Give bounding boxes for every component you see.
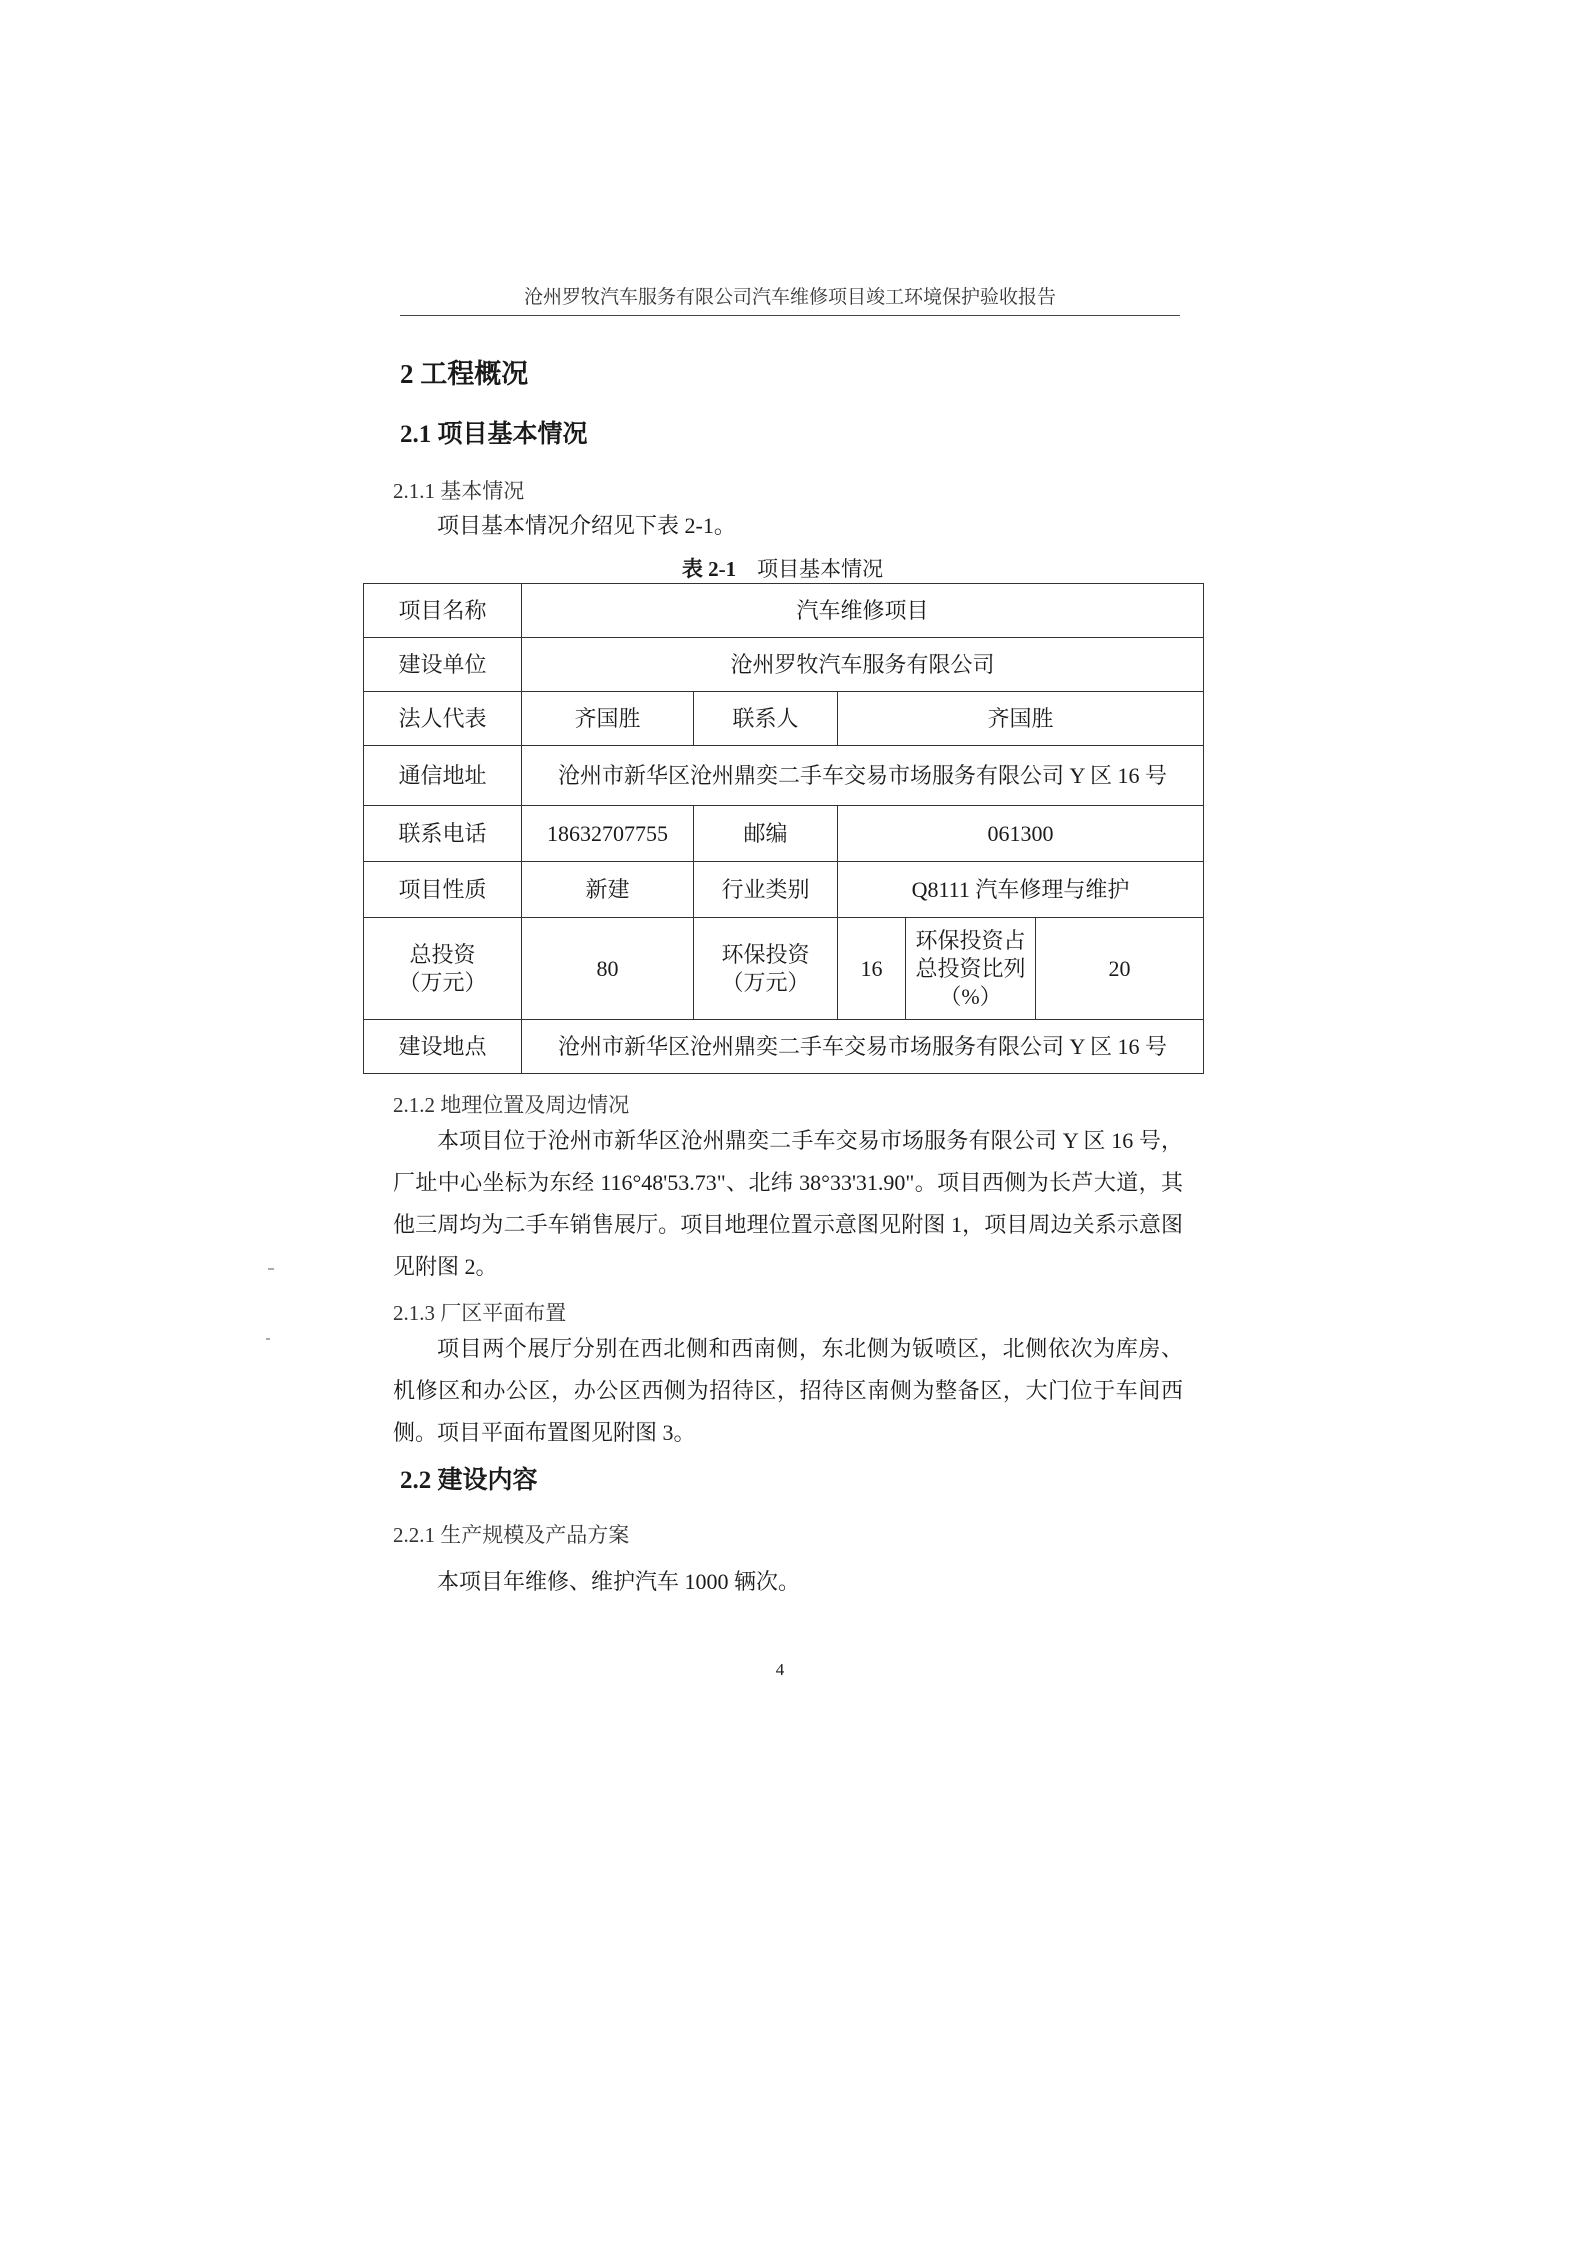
table-cell-label xyxy=(364,918,522,1020)
table-row xyxy=(364,1020,1204,1074)
table-cell-label: 建设地点 xyxy=(364,1020,522,1074)
table-cell-value: 沧州市新华区沧州鼎奕二手车交易市场服务有限公司 Y 区 16 号 xyxy=(522,1020,1204,1074)
scan-speck xyxy=(268,1268,274,1270)
subsubsection-heading-2-1-1: 2.1.1 基本情况 xyxy=(393,479,525,503)
table-cell-label: 建设单位 xyxy=(364,638,522,692)
table-row xyxy=(364,638,1204,692)
table-row xyxy=(364,862,1204,918)
table-cell-value: 齐国胜 xyxy=(522,692,694,746)
label-line: （万元） xyxy=(398,969,487,995)
label-line: （万元） xyxy=(721,969,810,995)
table-cell-value: 新建 xyxy=(522,862,694,918)
table-cell-value: 沧州罗牧汽车服务有限公司 xyxy=(522,638,1204,692)
table-cell-value: 汽车维修项目 xyxy=(522,584,1204,638)
table-cell-label: 行业类别 xyxy=(694,862,838,918)
table-cell-label: 项目性质 xyxy=(364,862,522,918)
table-caption-number: 表 2-1 xyxy=(681,557,737,581)
page-number: 4 xyxy=(775,1660,785,1679)
subsection-heading-2-2: 2.2 建设内容 xyxy=(400,1467,538,1494)
table-cell-value: 沧州市新华区沧州鼎奕二手车交易市场服务有限公司 Y 区 16 号 xyxy=(522,746,1204,806)
running-header: 沧州罗牧汽车服务有限公司汽车维修项目竣工环境保护验收报告 xyxy=(400,282,1180,316)
table-cell-value: 061300 xyxy=(838,806,1204,862)
table-cell-value: 20 xyxy=(1036,918,1204,1020)
section-heading: 2 工程概况 xyxy=(400,359,529,389)
table-cell-label: 项目名称 xyxy=(364,584,522,638)
table-row xyxy=(364,746,1204,806)
table-cell-label: 联系人 xyxy=(694,692,838,746)
subsubsection-heading-2-2-1: 2.2.1 生产规模及产品方案 xyxy=(393,1523,630,1547)
table-row xyxy=(364,584,1204,638)
paragraph-2-1-1: 项目基本情况介绍见下表 2-1。 xyxy=(437,513,736,538)
label-line: 总投资比列 xyxy=(915,955,1026,981)
table-row xyxy=(364,918,1204,1020)
table-row xyxy=(364,806,1204,862)
table-cell-value: 18632707755 xyxy=(522,806,694,862)
table-cell-label: 法人代表 xyxy=(364,692,522,746)
scan-speck xyxy=(266,1338,270,1340)
paragraph-2-1-2: 本项目位于沧州市新华区沧州鼎奕二手车交易市场服务有限公司 Y 区 16 号，厂址中心坐标为东经 116°48'53.73"、北纬 38°33'31.90"。项目西侧为长芦大道，其他三周均为二手车销售展厅。项目地理位置示意图见附图 1，项目周边关系示意图见附图 2。 xyxy=(393,1128,1183,1279)
table-cell-value: 齐国胜 xyxy=(838,692,1204,746)
table-cell-label: 联系电话 xyxy=(364,806,522,862)
table-cell-label xyxy=(906,918,1036,1020)
subsection-heading-2-1: 2.1 项目基本情况 xyxy=(400,421,588,448)
paragraph-2-2-1: 本项目年维修、维护汽车 1000 辆次。 xyxy=(437,1569,801,1594)
table-cell-value: 16 xyxy=(838,918,906,1020)
subsubsection-heading-2-1-2: 2.1.2 地理位置及周边情况 xyxy=(393,1093,630,1117)
table-cell-label xyxy=(694,918,838,1020)
subsubsection-heading-2-1-3: 2.1.3 厂区平面布置 xyxy=(393,1301,567,1325)
paragraph-2-1-3: 项目两个展厅分别在西北侧和西南侧，东北侧为钣喷区，北侧依次为库房、机修区和办公区，办公区西侧为招待区，招待区南侧为整备区，大门位于车间西侧。项目平面布置图见附图 3。 xyxy=(393,1336,1183,1445)
label-line: 环保投资 xyxy=(721,941,810,967)
project-info-table xyxy=(363,583,1204,1074)
table-cell-label: 通信地址 xyxy=(364,746,522,806)
label-line: 总投资 xyxy=(409,941,476,967)
table-cell-value: 80 xyxy=(522,918,694,1020)
table-caption xyxy=(360,553,1205,583)
table-caption-title: 项目基本情况 xyxy=(757,557,884,581)
table-cell-value: Q8111 汽车修理与维护 xyxy=(838,862,1204,918)
label-line: 环保投资占 xyxy=(915,927,1026,953)
table-cell-label: 邮编 xyxy=(694,806,838,862)
label-line: （%） xyxy=(939,983,1002,1009)
table-row xyxy=(364,692,1204,746)
